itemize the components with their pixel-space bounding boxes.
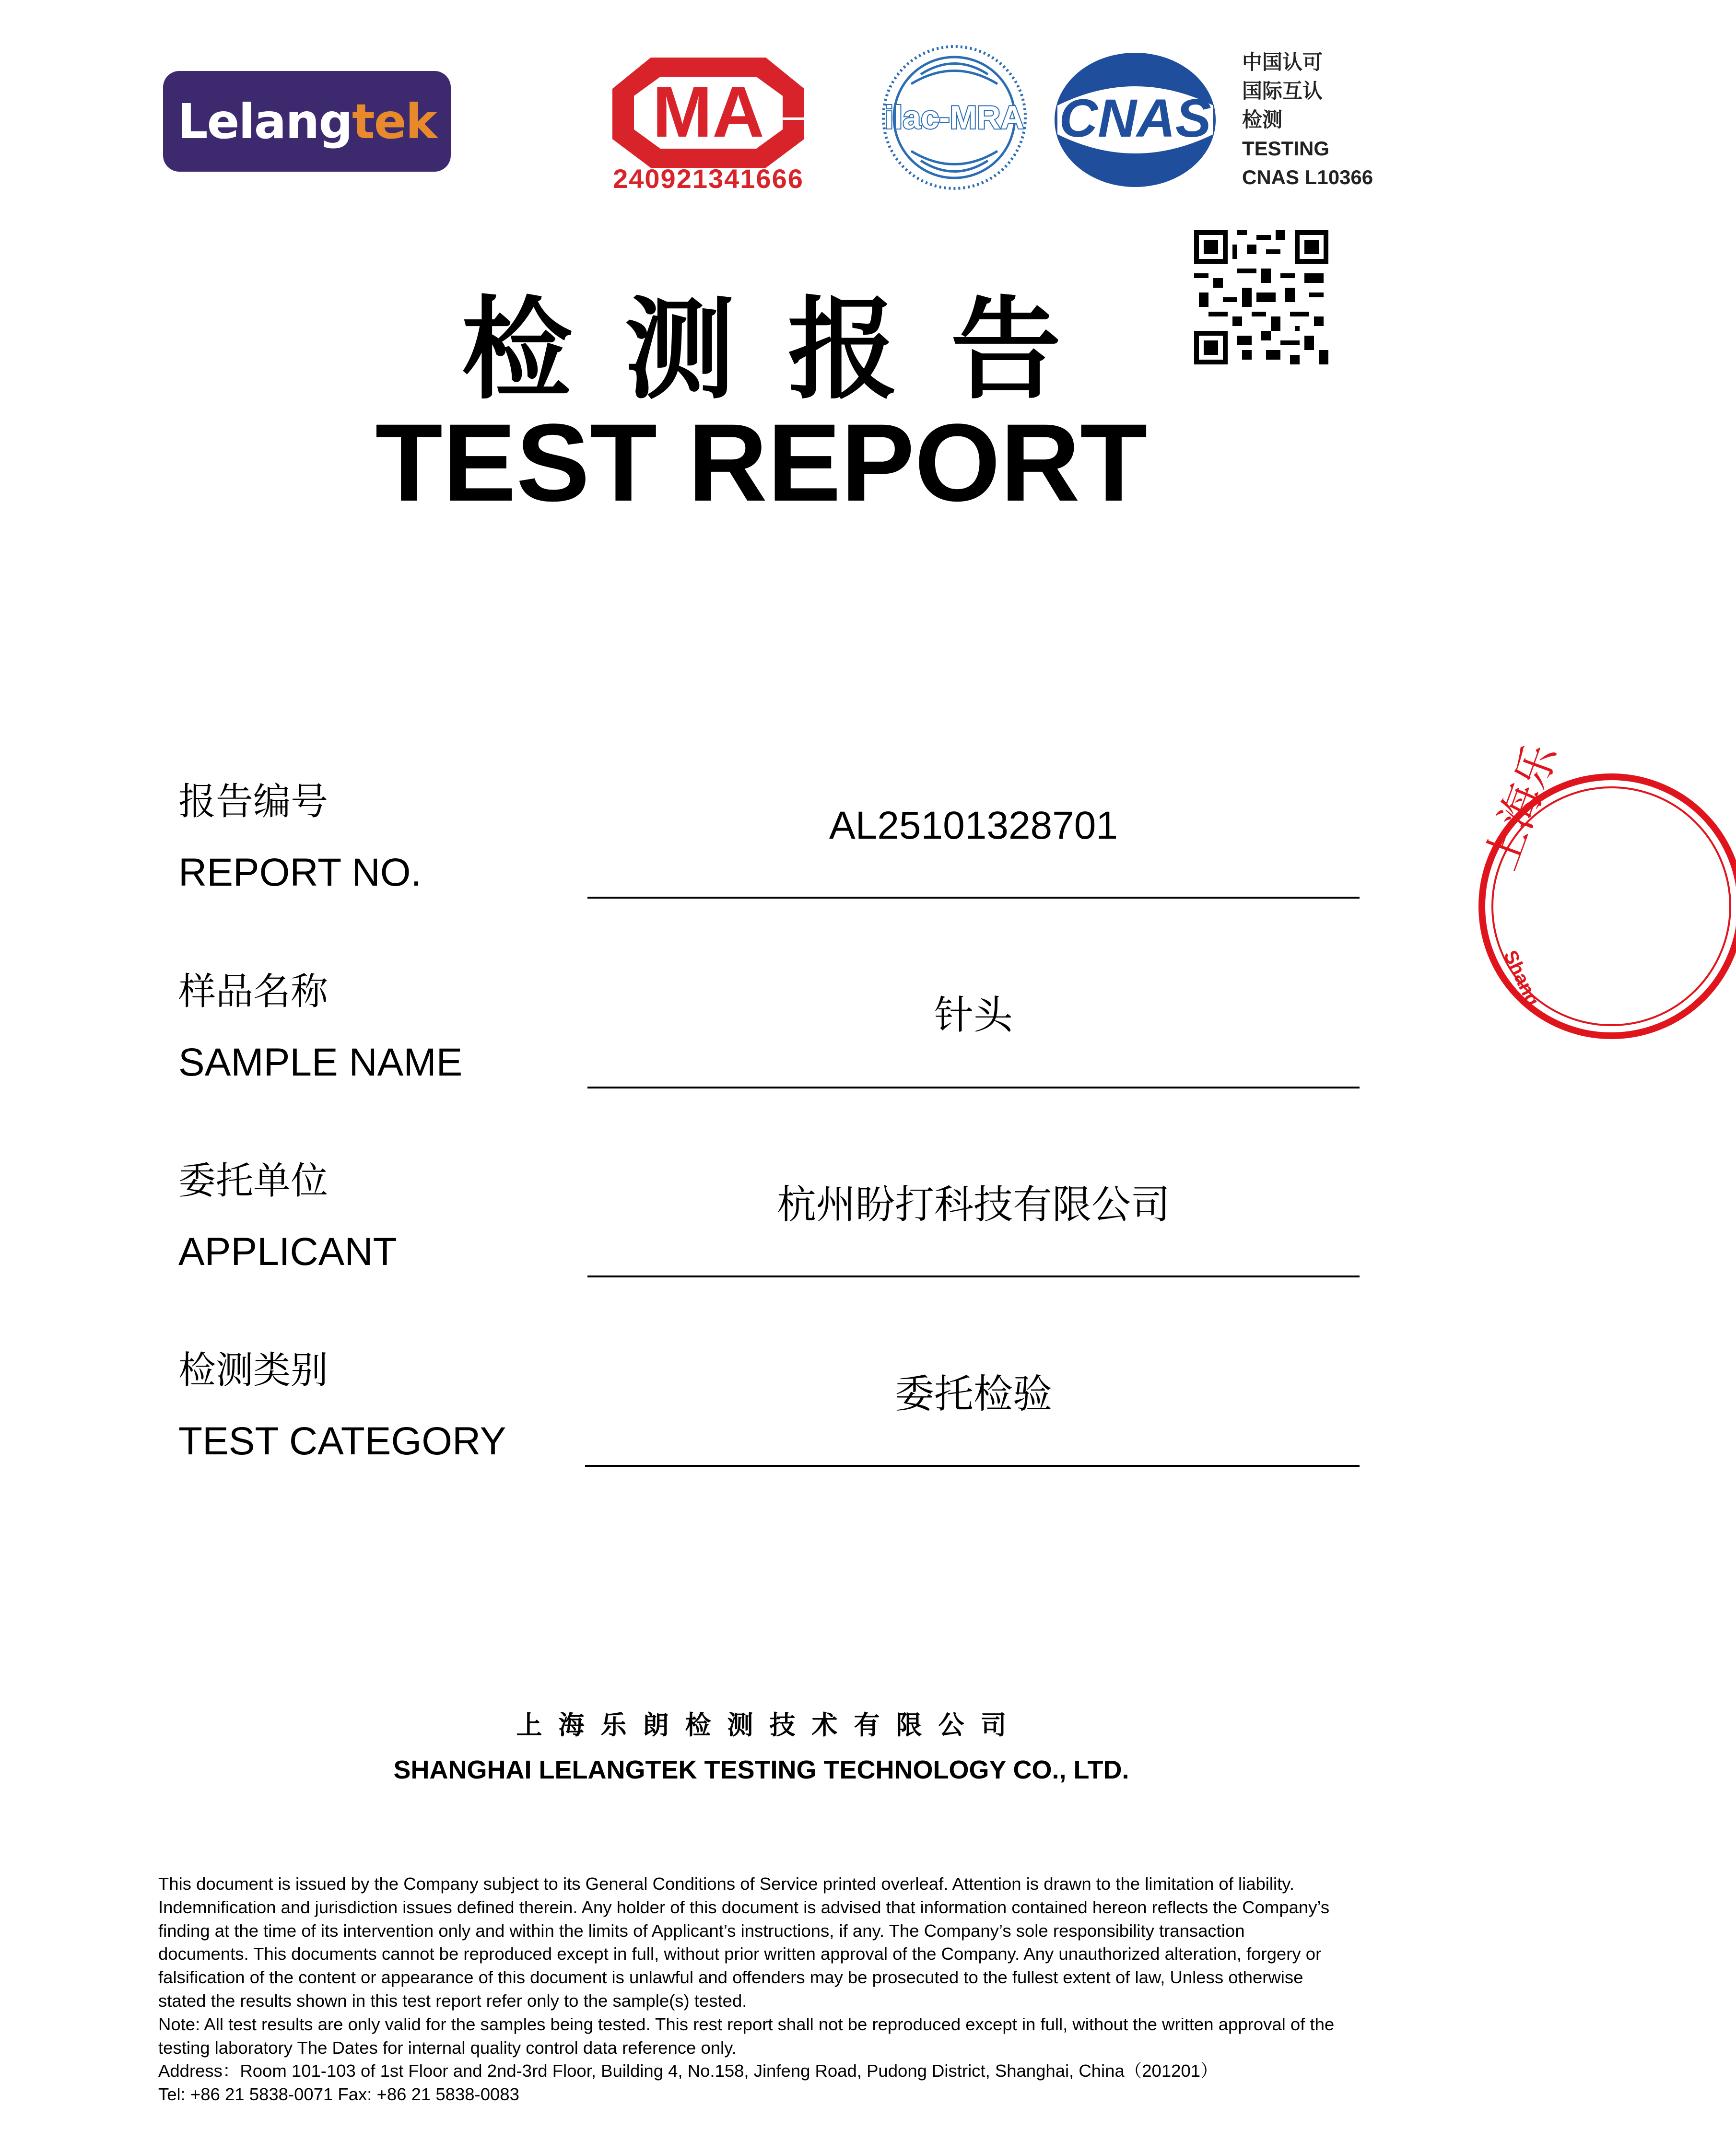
seal-text-cn: 上海乐 <box>1476 737 1568 877</box>
accreditation-line: TESTING <box>1242 137 1330 160</box>
contact-line: Tel: +86 21 5838-0071 Fax: +86 21 5838-0083 <box>158 2084 519 2105</box>
company-name-en: SHANGHAI LELANGTEK TESTING TECHNOLOGY CO., LTD. <box>393 1755 1129 1784</box>
disclaimer-line: This document is issued by the Company subject to its General Conditions of Service printed overleaf. Attention is drawn to the limitation of liability. <box>158 1874 1294 1894</box>
accreditation-text <box>1242 48 1386 192</box>
disclaimer <box>158 1872 1367 2106</box>
cnas-logo <box>1053 48 1218 192</box>
disclaimer-line: finding at the time of its intervention only and within the limits of Applicant’s instructions, if any. The Company’s sole responsibility transaction <box>158 1920 1245 1941</box>
applicant-label-cn: 委托单位 <box>178 1159 328 1203</box>
disclaimer-line: stated the results shown in this test report refer only to the sample(s) tested. <box>158 1990 747 2011</box>
sample-name-label-en: SAMPLE NAME <box>178 1041 463 1084</box>
disclaimer-note: Note: All test results are only valid for the samples being tested. This rest report shall not be reproduced except in full, without the written approval of the <box>158 2014 1335 2034</box>
disclaimer-line: falsification of the content or appearance of this document is unlawful and offenders may be prosecuted to the fullest extent of law, Unless otherwise <box>158 1967 1303 1988</box>
company-name-cn: 上海乐朗检测技术有限公司 <box>516 1710 1023 1740</box>
lelangtek-logo <box>163 71 451 172</box>
applicant-label-en: APPLICANT <box>178 1230 397 1274</box>
title-en: TEST REPORT <box>375 401 1148 524</box>
ilac-text: ilac-MRA <box>884 99 1024 136</box>
test-category-label-cn: 检测类别 <box>178 1349 328 1392</box>
sample-name-label-cn: 样品名称 <box>178 970 328 1013</box>
test-category-label-en: TEST CATEGORY <box>178 1419 506 1463</box>
company-seal <box>1467 737 1592 1050</box>
sample-name-underline <box>587 1087 1360 1088</box>
brand-name-part1: Lelang <box>177 93 352 150</box>
disclaimer-line: documents. This documents cannot be reproduced except in full, without prior written approval of the Company. Any unauthorized alteration, forgery or <box>158 1944 1322 1964</box>
address-line: Address：Room 101-103 of 1st Floor and 2nd-3rd Floor, Building 4, No.158, Jinfeng Road, Pudong District, Shanghai, China（201201） <box>158 2061 1218 2081</box>
sample-name-value: 针头 <box>934 994 1013 1037</box>
seal-text-en: Shang <box>1499 947 1544 1009</box>
disclaimer-note: testing laboratory The Dates for internal quality control data reference only. <box>158 2037 737 2058</box>
test-category-value: 委托检验 <box>894 1372 1052 1416</box>
brand-name-part2: tek <box>352 93 437 150</box>
test-category-underline <box>585 1465 1360 1467</box>
ilac-mra-logo <box>880 38 1029 197</box>
report-no-label-cn: 报告编号 <box>178 780 328 823</box>
report-no-value: AL25101328701 <box>829 804 1118 847</box>
report-no-underline <box>587 897 1360 899</box>
applicant-value: 杭州盼打科技有限公司 <box>776 1183 1170 1227</box>
disclaimer-line: Indemnification and jurisdiction issues defined therein. Any holder of this document is advised that information contained hereon reflects the Company’s <box>158 1897 1330 1917</box>
accreditation-line: 检测 <box>1242 108 1283 131</box>
accreditation-line: CNAS L10366 <box>1242 166 1373 188</box>
cma-letters: MA <box>652 71 764 152</box>
accreditation-line: 国际互认 <box>1242 80 1323 102</box>
report-no-label-en: REPORT NO. <box>178 851 422 894</box>
accreditation-line: 中国认可 <box>1242 51 1323 73</box>
cma-number: 240921341666 <box>613 164 804 194</box>
applicant-underline <box>587 1275 1360 1277</box>
title-cn: 检测报告 <box>461 288 1114 411</box>
cnas-text: CNAS <box>1059 88 1211 148</box>
